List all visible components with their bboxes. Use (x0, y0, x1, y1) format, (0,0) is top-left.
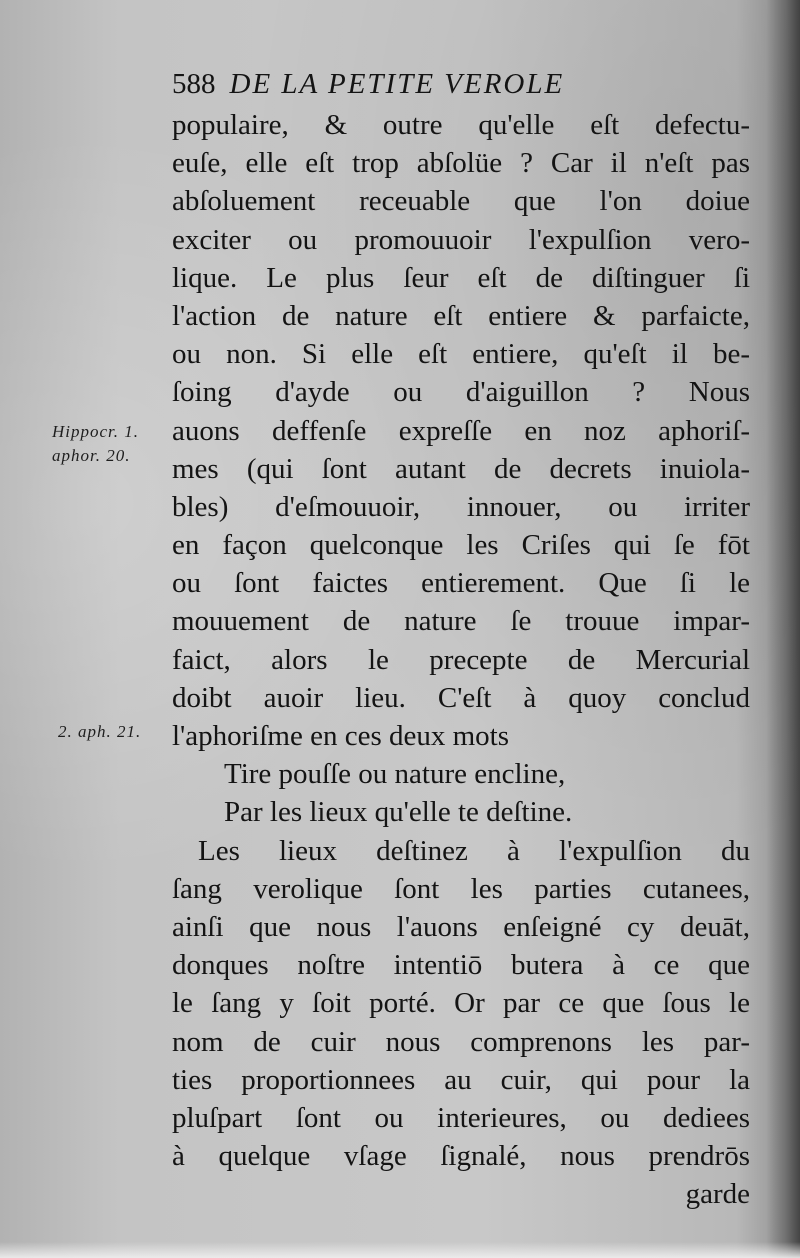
text-line: ou non. Si elle eſt entiere, qu'eſt il be- (172, 338, 750, 371)
body-text (172, 106, 750, 1213)
running-head (172, 68, 732, 108)
text-line: l'action de nature eſt entiere & parfaicte, (172, 299, 750, 332)
text-line: pluſpart ſont ou interieures, ou dediees (172, 1101, 750, 1134)
text-line: ſang verolique ſont les parties cutanees, (172, 872, 750, 905)
page-bottom-edge (0, 1242, 800, 1258)
text-line: abſoluement receuable que l'on doiue (172, 185, 750, 218)
verse-line: Par les lieux qu'elle te deſtine. (224, 796, 573, 829)
page-edge-shadow (766, 0, 800, 1258)
text-line: donques noſtre intentiō butera à ce que (172, 949, 750, 982)
catchword: garde (685, 1178, 750, 1211)
text-line: euſe, elle eſt trop abſolüe ? Car il n'eſt pas (172, 147, 750, 180)
text-line: faict, alors le precepte de Mercurial (172, 643, 750, 676)
text-line: l'aphoriſme en ces deux mots (172, 720, 510, 752)
text-line: en façon quelconque les Criſes qui ſe fōt (172, 529, 750, 562)
text-line: doibt auoir lieu. C'eſt à quoy conclud (172, 681, 750, 714)
text-line: nom de cuir nous comprenons les par- (172, 1025, 750, 1058)
text-line: mes (qui ſont autant de decrets inuiola- (172, 452, 750, 485)
text-line: bles) d'eſmouuoir, innouer, ou irriter (172, 490, 750, 523)
text-line: ties proportionnees au cuir, qui pour la (172, 1063, 750, 1096)
page-number: 588 (172, 68, 216, 100)
text-line: Les lieux deſtinez à l'expulſion du (198, 834, 750, 867)
running-title: DE LA PETITE VEROLE (229, 68, 565, 100)
text-line: ou ſont faictes entierement. Que ſi le (172, 567, 750, 600)
margin-note: 2. aph. 21. (58, 722, 142, 741)
text-line: populaire, & outre qu'elle eſt defectu- (172, 109, 750, 141)
text-line: ſoing d'ayde ou d'aiguillon ? Nous (172, 376, 750, 409)
text-line: à quelque vſage ſignalé, nous prendrōs (172, 1140, 750, 1173)
text-line: exciter ou promouuoir l'expulſion vero- (172, 223, 750, 256)
margin-note: Hippocr. 1. (52, 422, 140, 441)
text-line: lique. Le plus ſeur eſt de diſtinguer ſi (172, 261, 750, 294)
text-line: ainſi que nous l'auons enſeigné cy deuāt, (172, 910, 750, 943)
margin-note: aphor. 20. (52, 446, 131, 465)
text-line: auons deffenſe expreſſe en noz aphoriſ- (172, 414, 750, 447)
text-line: le ſang y ſoit porté. Or par ce que ſous le (172, 987, 750, 1020)
verse-line: Tire pouſſe ou nature encline, (224, 758, 566, 791)
text-line: mouuement de nature ſe trouue impar- (172, 605, 750, 638)
